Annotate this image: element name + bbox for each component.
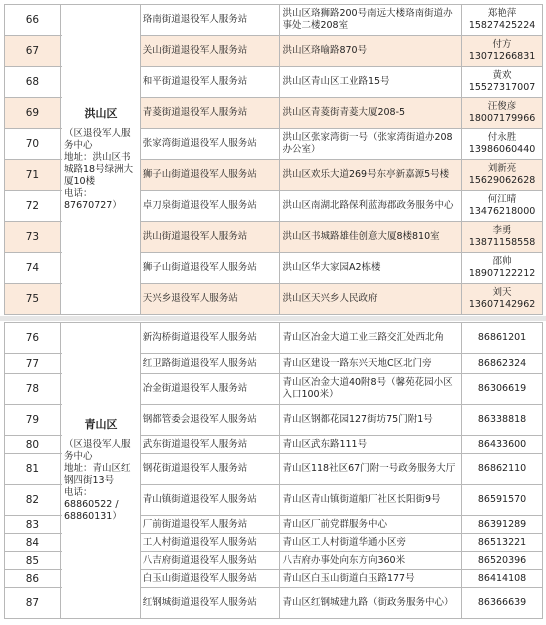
- station-name: 和平街道退役军人服务站: [141, 67, 281, 97]
- station-name: 洪山街道退役军人服务站: [141, 222, 281, 252]
- row-number: 85: [5, 552, 61, 569]
- contact-phone: 刘天 13607142962: [462, 284, 543, 314]
- station-name: 狮子山街道退役军人服务站: [141, 253, 281, 283]
- station-address: 八吉府办事处向东方向360米: [280, 552, 462, 569]
- district-contact: （区退役军人服务中心 地址：青山区红钢四街13号 电话：68860522 / 68860131）: [64, 438, 131, 522]
- contact-phone: 86391289: [462, 516, 543, 533]
- station-name: 冶金街道退役军人服务站: [141, 374, 281, 404]
- contact-phone: 86513221: [462, 534, 543, 551]
- contact-phone: 李勇 13871158558: [462, 222, 543, 252]
- station-name: 狮子山街道退役军人服务站: [141, 160, 281, 190]
- station-address: 青山区冶金大道40附8号（馨苑花园小区入口100米）: [280, 374, 462, 404]
- station-name: 珞南街道退役军人服务站: [141, 5, 281, 35]
- row-number: 86: [5, 570, 61, 587]
- contact-phone: 邵帅 18907122212: [462, 253, 543, 283]
- station-name: 白玉山街道退役军人服务站: [141, 570, 281, 587]
- district-name: 洪山区: [84, 106, 118, 120]
- section-divider: [0, 316, 546, 321]
- row-number: 80: [5, 436, 61, 453]
- station-address: 洪山区张家湾街一号（张家湾街道办208办公室）: [280, 129, 462, 159]
- station-name: 钢都管委会退役军人服务站: [141, 405, 281, 435]
- station-address: 青山区白玉山街道白玉路177号: [280, 570, 462, 587]
- station-address: 青山区青山镇街道船厂社区长阳街9号: [280, 485, 462, 515]
- district-info: [62, 5, 141, 314]
- contact-phone: 86366639: [462, 588, 543, 618]
- station-name: 红卫路街道退役军人服务站: [141, 354, 281, 373]
- row-number: 71: [5, 160, 61, 190]
- row-number: 77: [5, 354, 61, 373]
- contact-phone: 86433600: [462, 436, 543, 453]
- row-number: 70: [5, 129, 61, 159]
- contact-phone: 86862110: [462, 454, 543, 484]
- contact-phone: 刘新亮 15629062628: [462, 160, 543, 190]
- contact-phone: 86520396: [462, 552, 543, 569]
- contact-phone: 86414108: [462, 570, 543, 587]
- row-number: 82: [5, 485, 61, 515]
- station-address: 洪山区青菱街青菱大厦208-5: [280, 98, 462, 128]
- contact-phone: 付永胜 13986060440: [462, 129, 543, 159]
- row-number: 72: [5, 191, 61, 221]
- district-name: 青山区: [84, 417, 118, 431]
- station-name: 青山镇街道退役军人服务站: [141, 485, 281, 515]
- contact-phone: 86338818: [462, 405, 543, 435]
- row-number: 79: [5, 405, 61, 435]
- contact-phone: 86306619: [462, 374, 543, 404]
- station-name: 张家湾街道退役军人服务站: [141, 129, 281, 159]
- station-address: 青山区冶金大道工业三路交汇处西北角: [280, 323, 462, 353]
- row-number: 66: [5, 5, 61, 35]
- station-address: 洪山区珞喻路870号: [280, 36, 462, 66]
- station-name: 新沟桥街道退役军人服务站: [141, 323, 281, 353]
- station-address: 青山区118社区67门附一号政务服务大厅: [280, 454, 462, 484]
- row-number: 84: [5, 534, 61, 551]
- station-name: 红钢城街道退役军人服务站: [141, 588, 281, 618]
- station-address: 洪山区珞狮路200号南远大楼珞南街道办事处二楼208室: [280, 5, 462, 35]
- row-number: 83: [5, 516, 61, 533]
- row-number: 81: [5, 454, 61, 484]
- station-address: 洪山区天兴乡人民政府: [280, 284, 462, 314]
- row-number: 74: [5, 253, 61, 283]
- station-name: 青菱街道退役军人服务站: [141, 98, 281, 128]
- row-number: 75: [5, 284, 61, 314]
- contact-phone: 付方 13071266831: [462, 36, 543, 66]
- station-name: 卓刀泉街道退役军人服务站: [141, 191, 281, 221]
- station-address: 青山区钢都花园127街坊75门附1号: [280, 405, 462, 435]
- contact-phone: 汪俊彦 18007179966: [462, 98, 543, 128]
- station-address: 青山区厂前党群服务中心: [280, 516, 462, 533]
- station-address: 洪山区南湖北路保利蓝海郡政务服务中心: [280, 191, 462, 221]
- qingshan-table: [4, 322, 543, 619]
- row-number: 76: [5, 323, 61, 353]
- station-name: 工人村街道退役军人服务站: [141, 534, 281, 551]
- row-number: 68: [5, 67, 61, 97]
- contact-phone: 黄欢 15527317007: [462, 67, 543, 97]
- station-name: 关山街道退役军人服务站: [141, 36, 281, 66]
- station-address: 青山区红钢城建九路（街政务服务中心）: [280, 588, 462, 618]
- district-info: [62, 323, 141, 618]
- station-name: 厂前街道退役军人服务站: [141, 516, 281, 533]
- row-number: 67: [5, 36, 61, 66]
- contact-phone: 86862324: [462, 354, 543, 373]
- row-number: 87: [5, 588, 61, 618]
- district-contact: （区退役军人服务中心 地址：洪山区书城路18号绿洲大厦10楼 电话：87670727）: [64, 127, 134, 211]
- station-address: 洪山区华大家园A2栋楼: [280, 253, 462, 283]
- station-name: 钢花街道退役军人服务站: [141, 454, 281, 484]
- station-name: 八吉府街道退役军人服务站: [141, 552, 281, 569]
- contact-phone: 何江晴 13476218000: [462, 191, 543, 221]
- contact-phone: 86861201: [462, 323, 543, 353]
- row-number: 69: [5, 98, 61, 128]
- row-number: 78: [5, 374, 61, 404]
- station-name: 天兴乡退役军人服务站: [141, 284, 281, 314]
- contact-phone: 郑艳萍 15827425224: [462, 5, 543, 35]
- station-address: 洪山区欢乐大道269号东亭新嘉源5号楼: [280, 160, 462, 190]
- station-name: 武东街道退役军人服务站: [141, 436, 281, 453]
- station-address: 青山区工人村街道华通小区旁: [280, 534, 462, 551]
- station-address: 青山区武东路111号: [280, 436, 462, 453]
- station-address: 青山区建设一路东兴天地C区北门旁: [280, 354, 462, 373]
- row-number: 73: [5, 222, 61, 252]
- station-address: 洪山区书城路雄佳创意大厦8楼810室: [280, 222, 462, 252]
- hongshan-table: [4, 4, 543, 315]
- contact-phone: 86591570: [462, 485, 543, 515]
- station-address: 洪山区青山区工业路15号: [280, 67, 462, 97]
